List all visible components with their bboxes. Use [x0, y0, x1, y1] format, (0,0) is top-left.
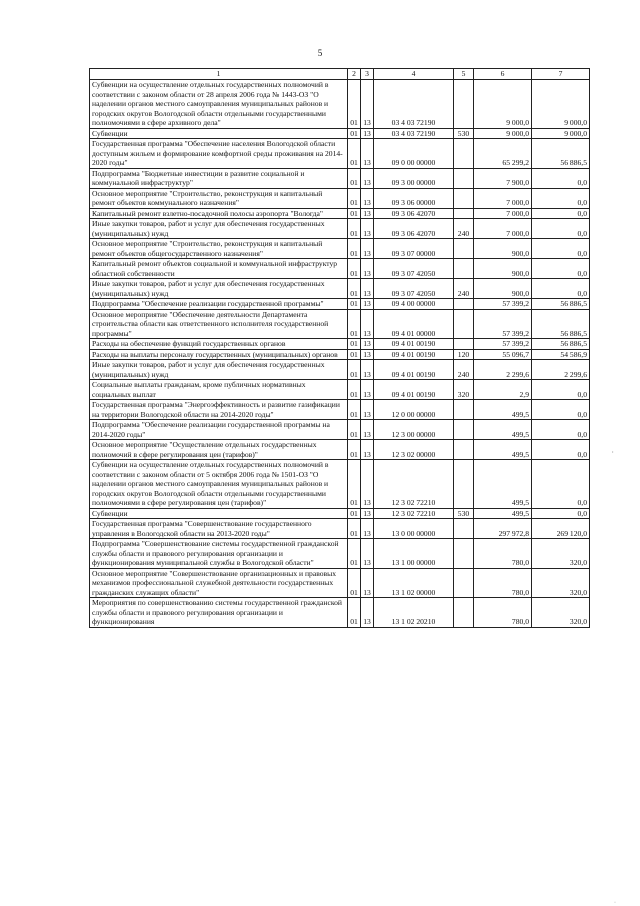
row-amount-col7: 56 886,5: [532, 339, 590, 350]
row-section: 01: [348, 568, 361, 598]
row-name: Расходы на выплаты персоналу государственных (муниципальных) органов: [90, 349, 348, 360]
row-amount-col6: 780,0: [474, 539, 532, 569]
row-name: Подпрограмма "Совершенствование системы государственной гражданской службы области и правового регулирования организации и функционирования муниципальной службы в Вологодской области": [90, 539, 348, 569]
row-subsection: 13: [361, 440, 374, 460]
table-row: [90, 259, 590, 279]
row-amount-col7: 2 299,6: [532, 360, 590, 380]
row-subsection: 13: [361, 568, 374, 598]
row-name: Субвенции на осуществление отдельных государственных полномочий в соответствии с законом области от 5 октября 2006 года № 1501-ОЗ "О наделении органов местного самоуправления муниципальных районов и городских округов Вологодской области отдельными государственными полномочиями в сфере регулирования цен (тарифов)": [90, 460, 348, 509]
row-section: 01: [348, 188, 361, 208]
row-amount-col7: 320,0: [532, 598, 590, 628]
row-amount-col7: 0,0: [532, 380, 590, 400]
row-amount-col6: 499,5: [474, 508, 532, 519]
row-expense-type: [454, 168, 474, 188]
row-section: 01: [348, 349, 361, 360]
row-subsection: 13: [361, 380, 374, 400]
row-amount-col6: 499,5: [474, 460, 532, 509]
row-target-code: 09 3 06 42070: [374, 219, 454, 239]
row-amount-col7: 0,0: [532, 400, 590, 420]
table-row: [90, 360, 590, 380]
row-amount-col6: 7 000,0: [474, 208, 532, 219]
row-target-code: 09 4 00 00000: [374, 299, 454, 310]
table-row: [90, 519, 590, 539]
row-amount-col7: 0,0: [532, 279, 590, 299]
row-amount-col6: 900,0: [474, 239, 532, 259]
row-section: 01: [348, 539, 361, 569]
row-name: Субвенции на осуществление отдельных государственных полномочий в соответствии с законом области от 28 апреля 2006 года № 1443-ОЗ "О наделении органов местного самоуправления муниципальных районов и городских округов Вологодской области отдельными государственными полномочиями в сфере архивного дела": [90, 80, 348, 129]
row-amount-col6: 297 972,8: [474, 519, 532, 539]
row-amount-col6: 499,5: [474, 400, 532, 420]
table-row: [90, 80, 590, 129]
table-row: [90, 188, 590, 208]
table-row: [90, 219, 590, 239]
row-section: 01: [348, 168, 361, 188]
row-name: Подпрограмма "Обеспечение реализации государственной программы": [90, 299, 348, 310]
row-target-code: 13 1 02 00000: [374, 568, 454, 598]
row-expense-type: [454, 598, 474, 628]
row-target-code: 12 3 02 00000: [374, 440, 454, 460]
table-row: [90, 598, 590, 628]
row-expense-type: 240: [454, 360, 474, 380]
row-subsection: 13: [361, 80, 374, 129]
edge-mark: ·: [611, 448, 614, 457]
table-row: [90, 279, 590, 299]
table-row: [90, 168, 590, 188]
table-row: [90, 420, 590, 440]
row-subsection: 13: [361, 360, 374, 380]
row-name: Подпрограмма "Обеспечение реализации государственной программы на 2014-2020 годы": [90, 420, 348, 440]
row-name: Социальные выплаты гражданам, кроме публичных нормативных социальных выплат: [90, 380, 348, 400]
row-target-code: 13 1 00 00000: [374, 539, 454, 569]
row-name: Основное мероприятие "Обеспечение деятельности Департамента строительства области как ответственного исполнителя государственной программы": [90, 309, 348, 339]
table-row: [90, 460, 590, 509]
row-section: 01: [348, 360, 361, 380]
table-row: [90, 539, 590, 569]
table-row: [90, 139, 590, 169]
row-amount-col7: 0,0: [532, 208, 590, 219]
row-name: Иные закупки товаров, работ и услуг для обеспечения государственных (муниципальных) нужд: [90, 279, 348, 299]
row-expense-type: [454, 460, 474, 509]
row-subsection: 13: [361, 168, 374, 188]
row-expense-type: 120: [454, 349, 474, 360]
row-subsection: 13: [361, 208, 374, 219]
row-amount-col6: 2 299,6: [474, 360, 532, 380]
header-cell-3: 3: [361, 69, 374, 80]
row-expense-type: [454, 139, 474, 169]
row-amount-col6: 900,0: [474, 259, 532, 279]
row-expense-type: 240: [454, 219, 474, 239]
row-amount-col6: 2,9: [474, 380, 532, 400]
row-subsection: 13: [361, 299, 374, 310]
row-expense-type: 530: [454, 508, 474, 519]
table-row: [90, 508, 590, 519]
row-target-code: 09 4 01 00190: [374, 360, 454, 380]
table-row: [90, 339, 590, 350]
row-subsection: 13: [361, 400, 374, 420]
row-amount-col6: 9 000,0: [474, 128, 532, 139]
row-expense-type: [454, 299, 474, 310]
row-name: Государственная программа "Совершенствование государственного управления в Вологодской области на 2013-2020 годы": [90, 519, 348, 539]
row-target-code: 09 4 01 00190: [374, 380, 454, 400]
row-subsection: 13: [361, 259, 374, 279]
row-amount-col7: 9 000,0: [532, 128, 590, 139]
row-amount-col6: 780,0: [474, 568, 532, 598]
row-section: 01: [348, 440, 361, 460]
row-section: 01: [348, 239, 361, 259]
row-target-code: 09 3 07 42050: [374, 259, 454, 279]
row-section: 01: [348, 259, 361, 279]
row-amount-col7: 54 586,9: [532, 349, 590, 360]
row-amount-col6: 57 399,2: [474, 299, 532, 310]
table-row: [90, 440, 590, 460]
row-subsection: 13: [361, 219, 374, 239]
table-row: [90, 208, 590, 219]
row-amount-col7: 0,0: [532, 239, 590, 259]
row-subsection: 13: [361, 339, 374, 350]
row-expense-type: [454, 420, 474, 440]
row-subsection: 13: [361, 139, 374, 169]
row-expense-type: [454, 568, 474, 598]
row-target-code: 13 0 00 00000: [374, 519, 454, 539]
page-number: 5: [317, 48, 323, 58]
row-amount-col7: 320,0: [532, 539, 590, 569]
row-expense-type: [454, 80, 474, 129]
header-cell-1: 1: [90, 69, 348, 80]
row-target-code: 09 0 00 00000: [374, 139, 454, 169]
row-expense-type: 530: [454, 128, 474, 139]
header-cell-2: 2: [348, 69, 361, 80]
row-subsection: 13: [361, 239, 374, 259]
table-row: [90, 400, 590, 420]
row-amount-col6: 7 000,0: [474, 219, 532, 239]
table-row: [90, 380, 590, 400]
edge-mark-bottom: ·: [614, 900, 616, 906]
row-expense-type: [454, 309, 474, 339]
row-amount-col7: 0,0: [532, 460, 590, 509]
row-name: Капитальный ремонт объектов социальной и коммунальной инфраструктур областной собственности: [90, 259, 348, 279]
row-amount-col6: 780,0: [474, 598, 532, 628]
row-target-code: 09 3 06 00000: [374, 188, 454, 208]
table-row: [90, 299, 590, 310]
row-target-code: 03 4 03 72190: [374, 128, 454, 139]
row-amount-col6: 499,5: [474, 440, 532, 460]
budget-table: [89, 68, 590, 628]
row-amount-col7: 0,0: [532, 508, 590, 519]
row-amount-col6: 57 399,2: [474, 309, 532, 339]
row-expense-type: [454, 188, 474, 208]
row-name: Иные закупки товаров, работ и услуг для обеспечения государственных (муниципальных) нужд: [90, 360, 348, 380]
row-expense-type: [454, 440, 474, 460]
row-target-code: 12 0 00 00000: [374, 400, 454, 420]
row-name: Основное мероприятие "Осуществление отдельных государственных полномочий в сфере регулирования цен (тарифов)": [90, 440, 348, 460]
row-section: 01: [348, 460, 361, 509]
row-subsection: 13: [361, 460, 374, 509]
row-target-code: 09 4 01 00190: [374, 349, 454, 360]
row-target-code: 13 1 02 20210: [374, 598, 454, 628]
row-amount-col7: 0,0: [532, 168, 590, 188]
row-target-code: 09 3 00 00000: [374, 168, 454, 188]
row-section: 01: [348, 139, 361, 169]
row-amount-col6: 9 000,0: [474, 80, 532, 129]
row-target-code: 12 3 02 72210: [374, 460, 454, 509]
row-expense-type: [454, 400, 474, 420]
table-row: [90, 309, 590, 339]
row-amount-col7: 0,0: [532, 259, 590, 279]
row-target-code: 12 3 02 72210: [374, 508, 454, 519]
row-expense-type: [454, 339, 474, 350]
row-expense-type: 320: [454, 380, 474, 400]
row-section: 01: [348, 279, 361, 299]
row-amount-col7: 0,0: [532, 420, 590, 440]
header-row: [90, 69, 590, 80]
row-expense-type: 240: [454, 279, 474, 299]
row-section: 01: [348, 309, 361, 339]
row-subsection: 13: [361, 309, 374, 339]
row-name: Иные закупки товаров, работ и услуг для обеспечения государственных (муниципальных) нужд: [90, 219, 348, 239]
row-name: Расходы на обеспечение функций государственных органов: [90, 339, 348, 350]
row-name: Субвенции: [90, 508, 348, 519]
row-amount-col7: 269 120,0: [532, 519, 590, 539]
row-expense-type: [454, 259, 474, 279]
row-section: 01: [348, 598, 361, 628]
row-amount-col7: 56 886,5: [532, 309, 590, 339]
row-target-code: 09 4 01 00000: [374, 309, 454, 339]
table-row: [90, 349, 590, 360]
row-subsection: 13: [361, 188, 374, 208]
row-target-code: 09 3 07 42050: [374, 279, 454, 299]
row-target-code: 09 3 07 00000: [374, 239, 454, 259]
row-subsection: 13: [361, 420, 374, 440]
row-section: 01: [348, 420, 361, 440]
table-body: [90, 80, 590, 628]
row-section: 01: [348, 299, 361, 310]
row-name: Капитальный ремонт взлетно-посадочной полосы аэропорта "Вологда": [90, 208, 348, 219]
row-amount-col6: 57 399,2: [474, 339, 532, 350]
row-section: 01: [348, 80, 361, 129]
row-expense-type: [454, 519, 474, 539]
row-subsection: 13: [361, 539, 374, 569]
row-name: Государственная программа "Энергоэффективность и развитие газификации на территории Вологодской области на 2014-2020 годы": [90, 400, 348, 420]
row-target-code: 03 4 03 72190: [374, 80, 454, 129]
table-row: [90, 239, 590, 259]
row-expense-type: [454, 208, 474, 219]
header-cell-4: 4: [374, 69, 454, 80]
row-name: Основное мероприятие "Совершенствование организационных и правовых механизмов профессиональной служебной деятельности государственных гражданских служащих области": [90, 568, 348, 598]
row-subsection: 13: [361, 349, 374, 360]
row-subsection: 13: [361, 508, 374, 519]
row-amount-col7: 0,0: [532, 188, 590, 208]
row-amount-col6: 499,5: [474, 420, 532, 440]
row-section: 01: [348, 400, 361, 420]
table-row: [90, 568, 590, 598]
row-section: 01: [348, 508, 361, 519]
row-subsection: 13: [361, 598, 374, 628]
row-subsection: 13: [361, 128, 374, 139]
row-name: Основное мероприятие "Строительство, реконструкция и капитальный ремонт объектов общегосударственного назначения": [90, 239, 348, 259]
row-amount-col6: 55 096,7: [474, 349, 532, 360]
row-target-code: 12 3 00 00000: [374, 420, 454, 440]
row-amount-col6: 7 900,0: [474, 168, 532, 188]
row-name: Основное мероприятие "Строительство, реконструкция и капитальный ремонт объектов коммунального назначения": [90, 188, 348, 208]
row-name: Субвенции: [90, 128, 348, 139]
row-section: 01: [348, 208, 361, 219]
row-amount-col7: 56 886,5: [532, 299, 590, 310]
row-name: Подпрограмма "Бюджетные инвестиции в развитие социальной и коммунальной инфраструктур": [90, 168, 348, 188]
row-target-code: 09 4 01 00190: [374, 339, 454, 350]
row-section: 01: [348, 519, 361, 539]
row-amount-col6: 900,0: [474, 279, 532, 299]
row-expense-type: [454, 239, 474, 259]
row-name: Государственная программа "Обеспечение населения Вологодской области доступным жильем и формирование комфортной среды проживания на 2014-2020 годы": [90, 139, 348, 169]
row-amount-col7: 9 000,0: [532, 80, 590, 129]
row-amount-col6: 65 299,2: [474, 139, 532, 169]
row-section: 01: [348, 339, 361, 350]
row-target-code: 09 3 06 42070: [374, 208, 454, 219]
row-amount-col7: 0,0: [532, 219, 590, 239]
header-cell-5: 5: [454, 69, 474, 80]
header-cell-7: 7: [532, 69, 590, 80]
row-amount-col7: 56 886,5: [532, 139, 590, 169]
table-row: [90, 128, 590, 139]
row-subsection: 13: [361, 519, 374, 539]
row-amount-col7: 320,0: [532, 568, 590, 598]
row-section: 01: [348, 128, 361, 139]
row-section: 01: [348, 380, 361, 400]
row-amount-col6: 7 000,0: [474, 188, 532, 208]
header-cell-6: 6: [474, 69, 532, 80]
row-amount-col7: 0,0: [532, 440, 590, 460]
row-subsection: 13: [361, 279, 374, 299]
row-expense-type: [454, 539, 474, 569]
row-name: Мероприятия по совершенствованию системы государственной гражданской службы области и правового регулирования организации и функционирования: [90, 598, 348, 628]
row-section: 01: [348, 219, 361, 239]
